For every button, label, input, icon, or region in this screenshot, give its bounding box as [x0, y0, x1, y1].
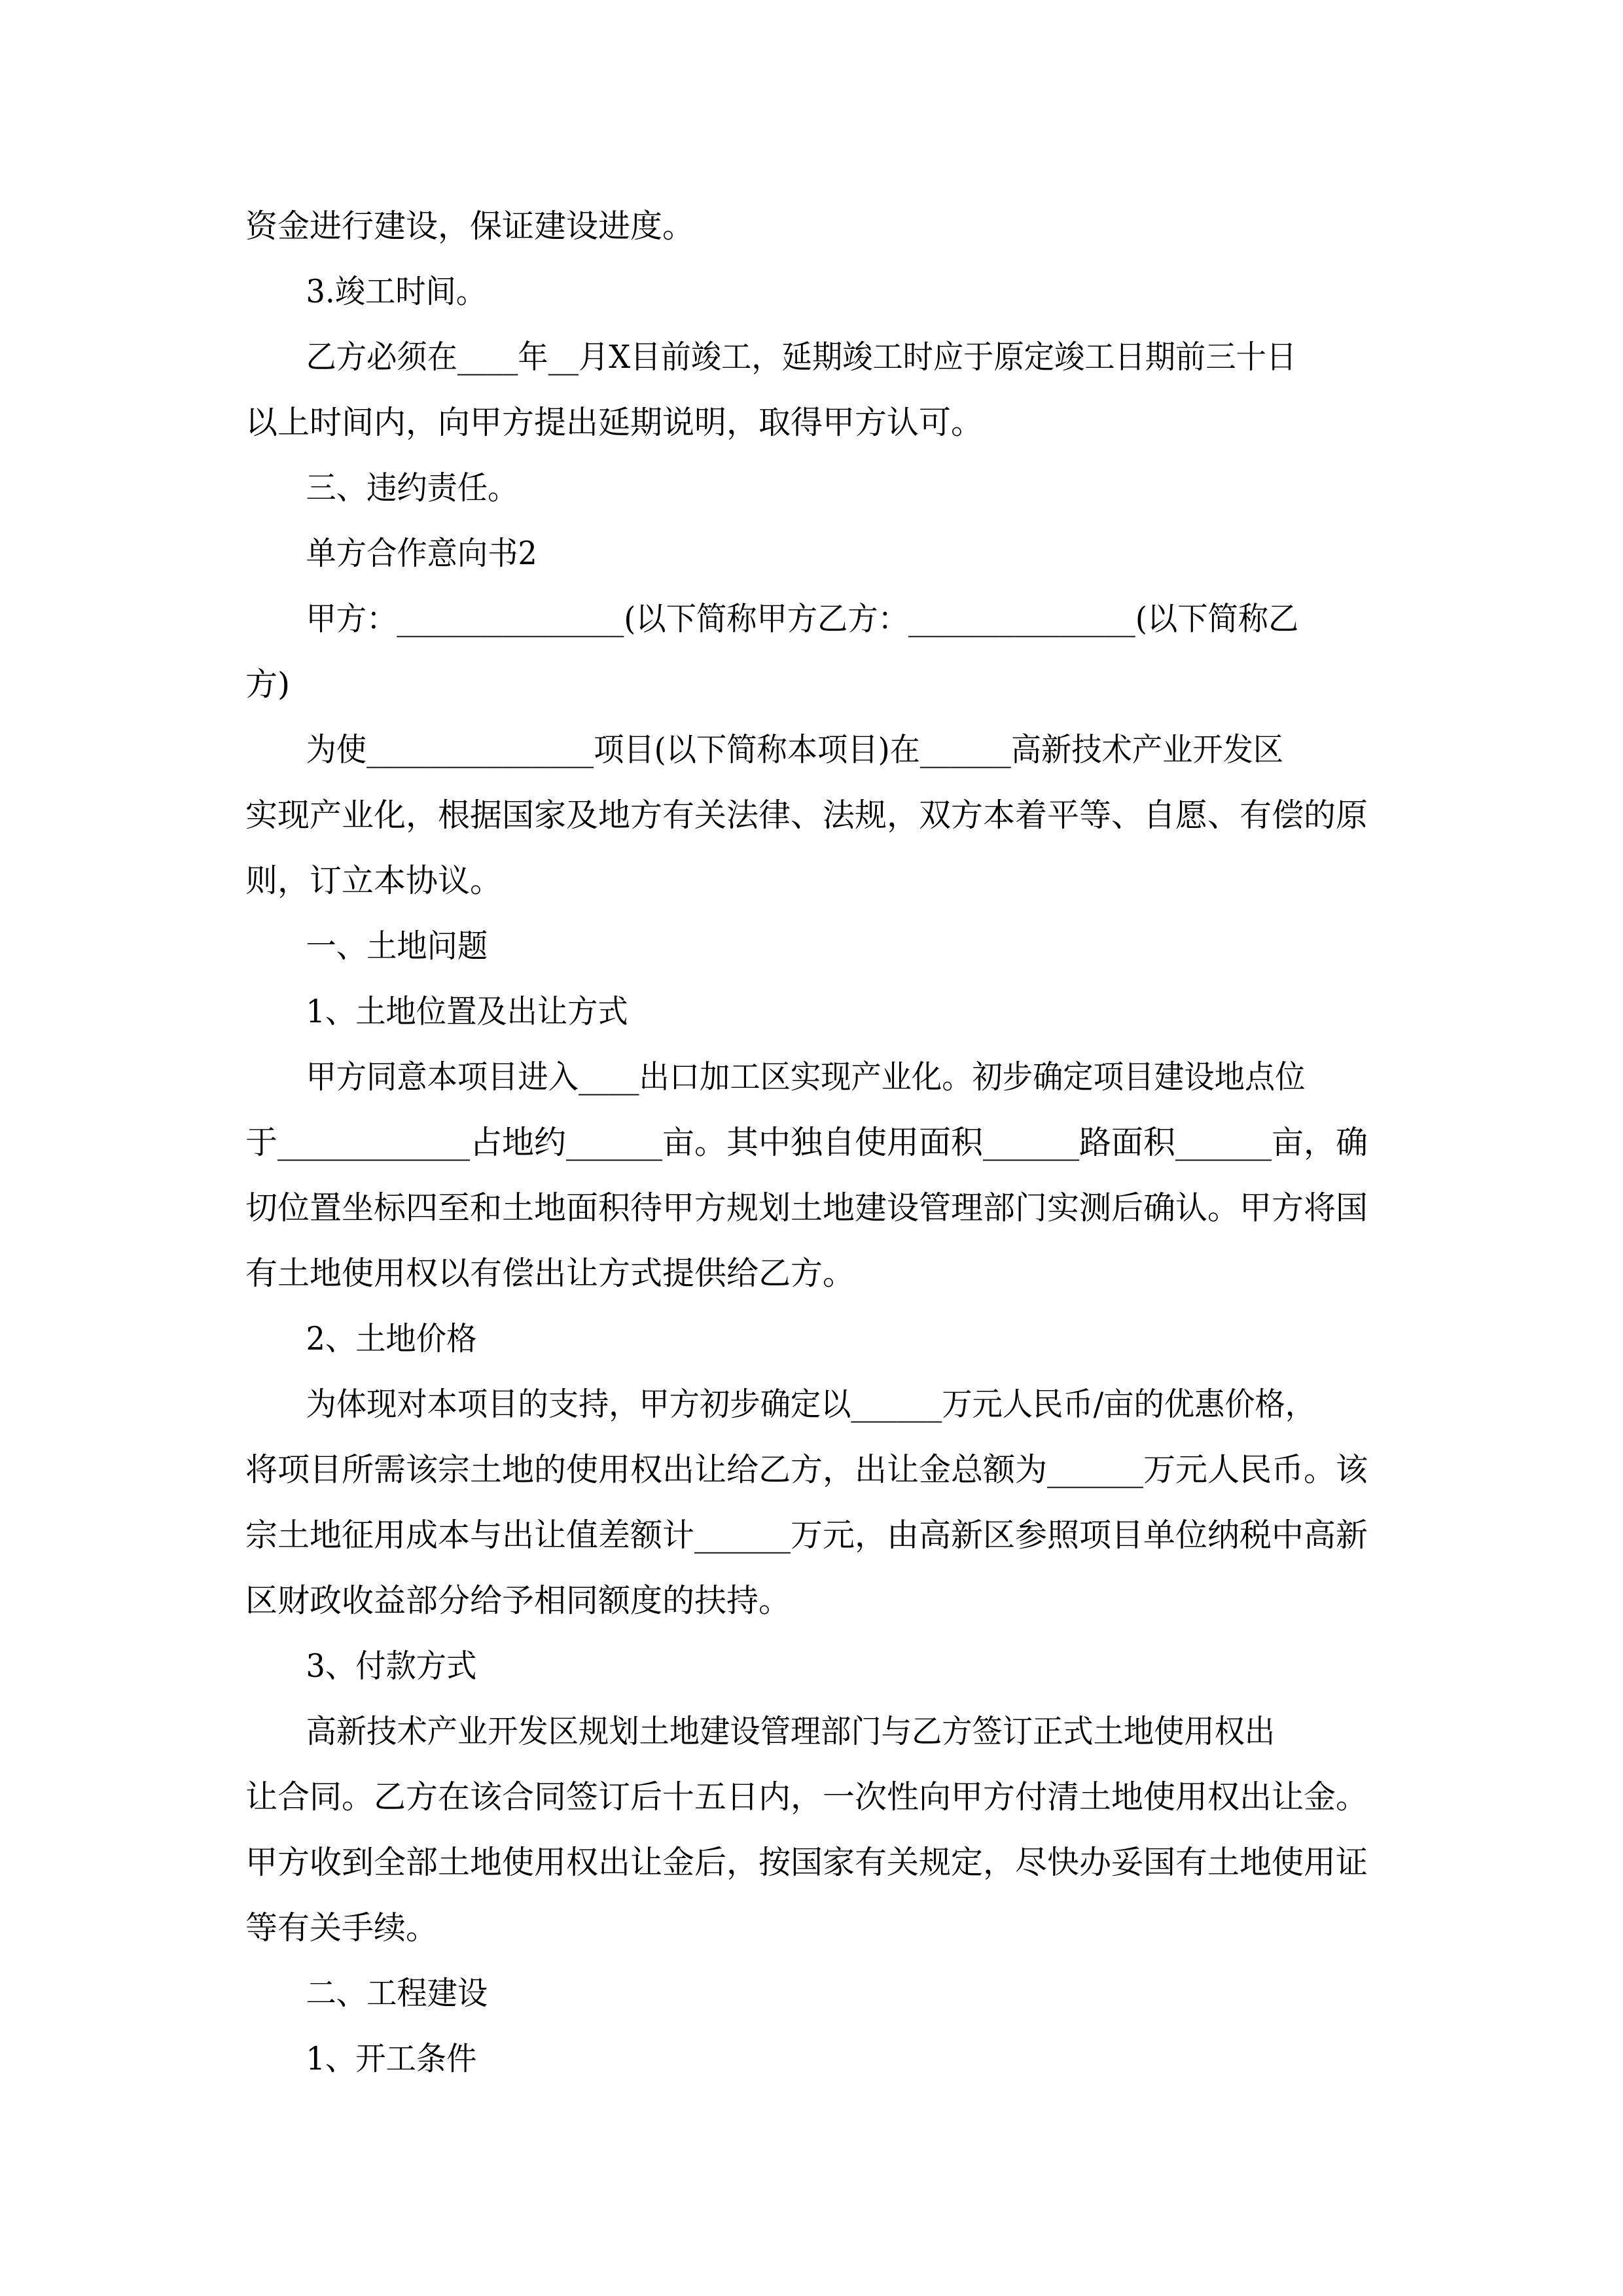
text-line: 单方合作意向书2: [306, 535, 537, 572]
text-line: 则，订立本协议。: [245, 862, 503, 899]
text-line: 3.竣工时间。: [306, 273, 487, 310]
text-line: 2、土地价格: [306, 1320, 477, 1357]
text-line: 区财政收益部分给予相同额度的扶持。: [245, 1582, 791, 1619]
text-line: 1、开工条件: [306, 2040, 477, 2077]
text-line: 三、违约责任。: [306, 469, 518, 507]
text-line: 甲方：_______________(以下简称甲方乙方：_______________(以下简称乙: [306, 600, 1299, 637]
text-line: 方): [245, 666, 291, 703]
text-line: 甲方收到全部土地使用权出让金后，按国家有关规定，尽快办妥国有土地使用证: [245, 1844, 1368, 1881]
text-line: 甲方同意本项目进入____出口加工区实现产业化。初步确定项目建设地点位: [306, 1058, 1306, 1096]
text-line: 3、付款方式: [306, 1647, 477, 1685]
text-line: 乙方必须在____年__月X目前竣工，延期竣工时应于原定竣工日期前三十日: [306, 338, 1297, 376]
text-line: 实现产业化，根据国家及地方有关法律、法规，双方本着平等、自愿、有偿的原: [245, 797, 1368, 834]
text-line: 以上时间内，向甲方提出延期说明，取得甲方认可。: [245, 404, 984, 441]
text-line: 为使_______________项目(以下简称本项目)在______高新技术产业开发区: [306, 731, 1284, 768]
text-line: 宗土地征用成本与出让值差额计______万元，由高新区参照项目单位纳税中高新: [245, 1516, 1368, 1554]
text-line: 高新技术产业开发区规划土地建设管理部门与乙方签订正式土地使用权出: [306, 1713, 1275, 1750]
text-line: 二、工程建设: [306, 1975, 488, 2012]
text-line: 让合同。乙方在该合同签订后十五日内，一次性向甲方付清土地使用权出让金。: [245, 1778, 1368, 1816]
text-line: 将项目所需该宗土地的使用权出让给乙方，出让金总额为______万元人民币。该: [245, 1451, 1368, 1488]
text-line: 1、土地位置及出让方式: [306, 993, 628, 1030]
text-line: 有土地使用权以有偿出让方式提供给乙方。: [245, 1255, 855, 1292]
document-page: [245, 194, 1397, 2092]
text-line: 资金进行建设，保证建设进度。: [245, 207, 695, 245]
text-line: 切位置坐标四至和土地面积待甲方规划土地建设管理部门实测后确认。甲方将国: [245, 1189, 1368, 1227]
text-line: 等有关手续。: [245, 1909, 438, 1946]
text-line: 一、土地问题: [306, 927, 488, 965]
text-line: 于____________占地约______亩。其中独自使用面积______路面积______亩，确: [245, 1124, 1368, 1161]
text-line: 为体现对本项目的支持，甲方初步确定以______万元人民币/亩的优惠价格，: [306, 1386, 1316, 1423]
